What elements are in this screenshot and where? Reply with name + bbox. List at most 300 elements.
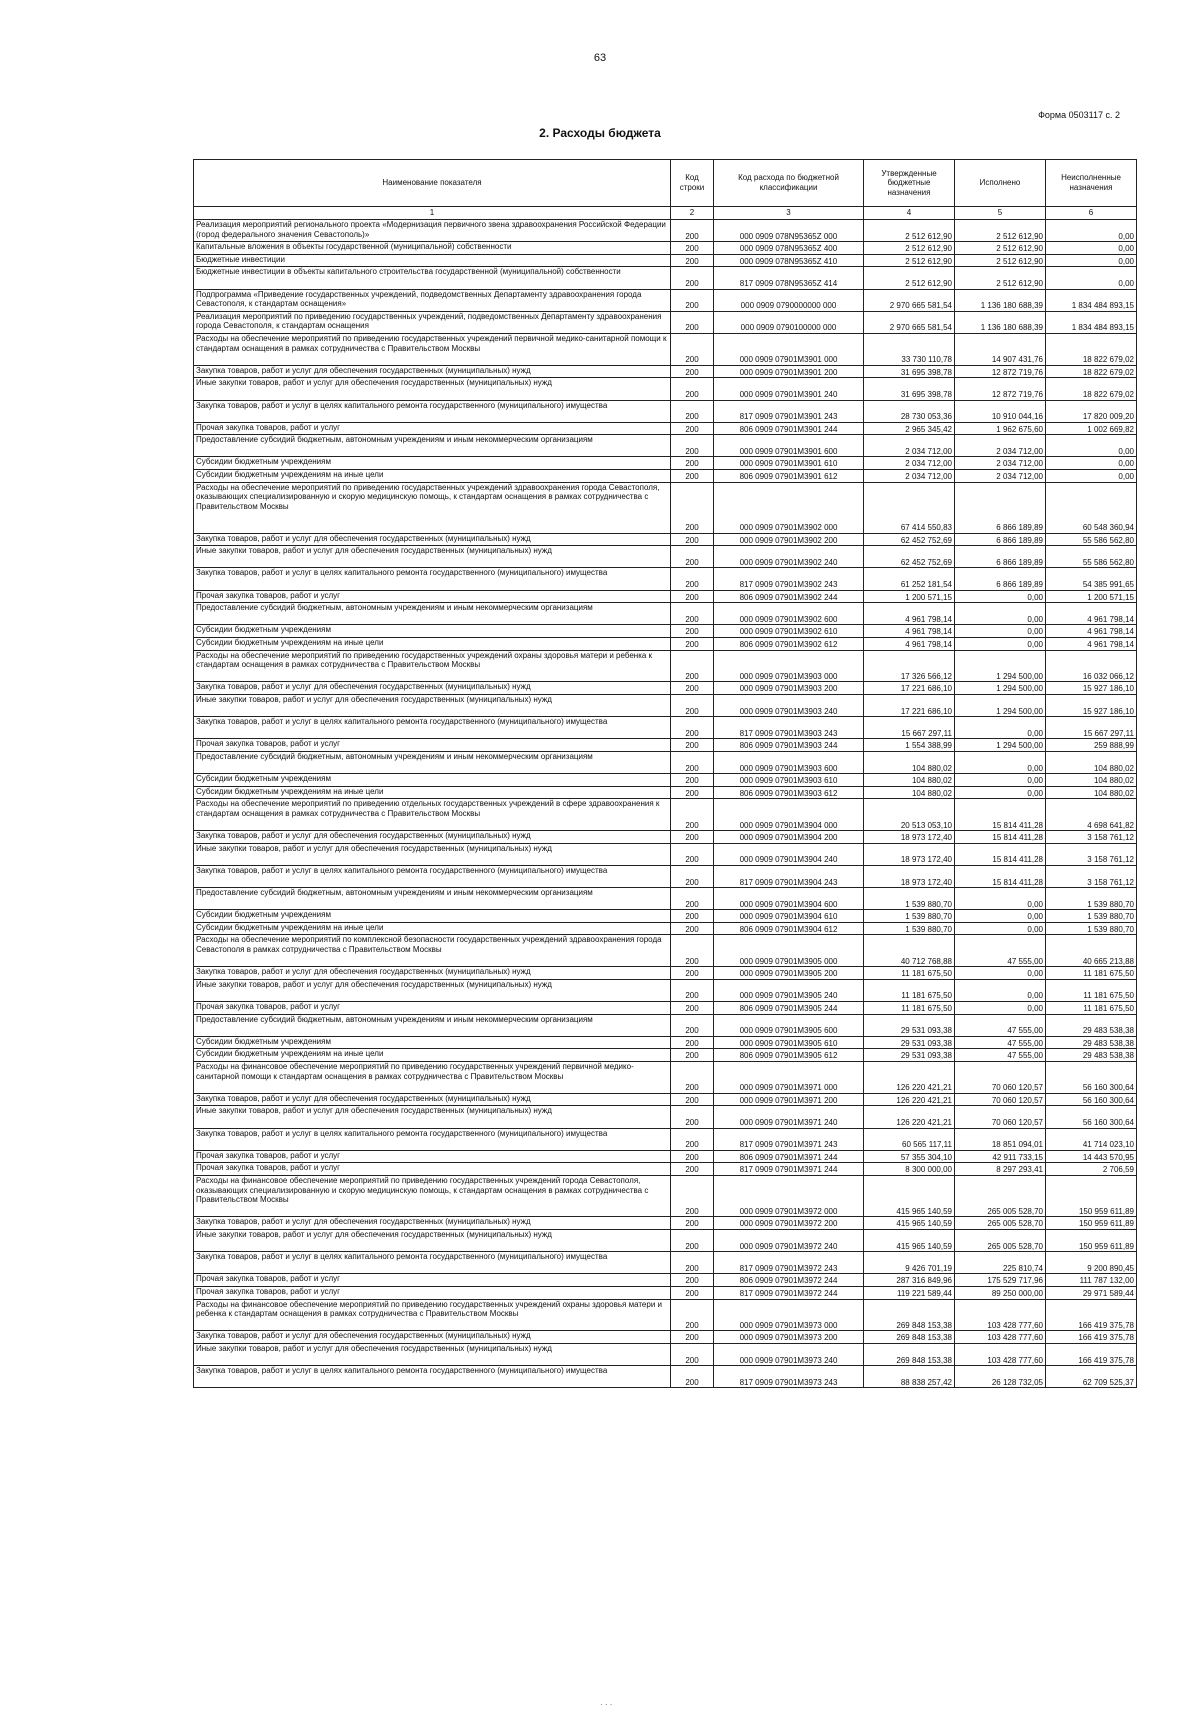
- row-executed: 265 005 528,70: [955, 1217, 1046, 1230]
- row-approved: 88 838 257,42: [864, 1366, 955, 1388]
- row-kbk: 000 0909 07901M3901 200: [714, 365, 864, 378]
- row-executed: 12 872 719,76: [955, 365, 1046, 378]
- row-unexecuted: 56 160 300,64: [1046, 1106, 1137, 1128]
- row-approved: 11 181 675,50: [864, 979, 955, 1001]
- row-executed: 265 005 528,70: [955, 1229, 1046, 1251]
- row-approved: 126 220 421,21: [864, 1093, 955, 1106]
- row-executed: 2 512 612,90: [955, 254, 1046, 267]
- row-unexecuted: 4 698 641,82: [1046, 799, 1137, 831]
- row-kbk: 817 0909 07901M3904 243: [714, 865, 864, 887]
- row-unexecuted: 0,00: [1046, 457, 1137, 470]
- row-code: 200: [671, 603, 714, 625]
- header-approved: Утвержденные бюджетные назначения: [864, 160, 955, 207]
- row-approved: 18 973 172,40: [864, 831, 955, 844]
- row-approved: 17 326 566,12: [864, 650, 955, 682]
- row-unexecuted: 111 787 132,00: [1046, 1274, 1137, 1287]
- row-executed: 47 555,00: [955, 1036, 1046, 1049]
- row-executed: 1 294 500,00: [955, 650, 1046, 682]
- row-code: 200: [671, 1252, 714, 1274]
- table-row: [194, 1014, 1137, 1036]
- row-name: Иные закупки товаров, работ и услуг для обеспечения государственных (муниципальных) нужд: [194, 378, 671, 400]
- row-executed: 103 428 777,60: [955, 1331, 1046, 1344]
- row-code: 200: [671, 365, 714, 378]
- row-name: Иные закупки товаров, работ и услуг для обеспечения государственных (муниципальных) нужд: [194, 695, 671, 717]
- row-executed: 15 814 411,28: [955, 831, 1046, 844]
- row-executed: 2 034 712,00: [955, 457, 1046, 470]
- row-executed: 47 555,00: [955, 935, 1046, 967]
- column-number: 1: [194, 207, 671, 220]
- row-name: Субсидии бюджетным учреждениям на иные цели: [194, 470, 671, 483]
- row-kbk: 000 0909 07901M3901 000: [714, 333, 864, 365]
- row-code: 200: [671, 774, 714, 787]
- row-unexecuted: 16 032 066,12: [1046, 650, 1137, 682]
- row-unexecuted: 166 419 375,78: [1046, 1343, 1137, 1365]
- row-approved: 2 965 345,42: [864, 422, 955, 435]
- table-row: [194, 546, 1137, 568]
- row-name: Предоставление субсидий бюджетным, автономным учреждениям и иным некоммерческим организациям: [194, 751, 671, 773]
- column-number: 6: [1046, 207, 1137, 220]
- column-number-row: [194, 207, 1137, 220]
- row-name: Прочая закупка товаров, работ и услуг: [194, 1274, 671, 1287]
- table-row: [194, 267, 1137, 289]
- table-row: [194, 568, 1137, 590]
- row-approved: 2 970 665 581,54: [864, 289, 955, 311]
- row-unexecuted: 0,00: [1046, 470, 1137, 483]
- table-row: [194, 482, 1137, 533]
- row-approved: 1 200 571,15: [864, 590, 955, 603]
- scan-mark: · · ·: [600, 1700, 613, 1709]
- row-code: 200: [671, 682, 714, 695]
- row-unexecuted: 18 822 679,02: [1046, 365, 1137, 378]
- row-code: 200: [671, 482, 714, 533]
- table-row: [194, 1002, 1137, 1015]
- table-row: [194, 1366, 1137, 1388]
- row-unexecuted: 11 181 675,50: [1046, 979, 1137, 1001]
- row-approved: 8 300 000,00: [864, 1163, 955, 1176]
- row-name: Прочая закупка товаров, работ и услуг: [194, 1163, 671, 1176]
- row-code: 200: [671, 1163, 714, 1176]
- row-approved: 31 695 398,78: [864, 378, 955, 400]
- table-row: [194, 682, 1137, 695]
- row-name: Субсидии бюджетным учреждениям на иные цели: [194, 786, 671, 799]
- row-approved: 126 220 421,21: [864, 1062, 955, 1094]
- row-executed: 70 060 120,57: [955, 1106, 1046, 1128]
- row-unexecuted: 18 822 679,02: [1046, 333, 1137, 365]
- table-row: [194, 333, 1137, 365]
- row-executed: 0,00: [955, 638, 1046, 651]
- row-unexecuted: 104 880,02: [1046, 751, 1137, 773]
- row-name: Закупка товаров, работ и услуг в целях капитального ремонта государственного (муниципального) имущества: [194, 1252, 671, 1274]
- row-kbk: 000 0909 07901M3971 240: [714, 1106, 864, 1128]
- table-row: [194, 590, 1137, 603]
- row-unexecuted: 14 443 570,95: [1046, 1150, 1137, 1163]
- row-executed: 6 866 189,89: [955, 568, 1046, 590]
- row-name: Закупка товаров, работ и услуг для обеспечения государственных (муниципальных) нужд: [194, 1217, 671, 1230]
- row-approved: 62 452 752,69: [864, 546, 955, 568]
- row-executed: 2 512 612,90: [955, 242, 1046, 255]
- row-executed: 2 512 612,90: [955, 220, 1046, 242]
- column-number: 5: [955, 207, 1046, 220]
- table-row: [194, 1331, 1137, 1344]
- row-name: Прочая закупка товаров, работ и услуг: [194, 1286, 671, 1299]
- row-name: Прочая закупка товаров, работ и услуг: [194, 739, 671, 752]
- row-name: Иные закупки товаров, работ и услуг для обеспечения государственных (муниципальных) нужд: [194, 979, 671, 1001]
- row-executed: 6 866 189,89: [955, 533, 1046, 546]
- row-unexecuted: 1 539 880,70: [1046, 910, 1137, 923]
- row-kbk: 817 0909 07901M3972 243: [714, 1252, 864, 1274]
- row-executed: 42 911 733,15: [955, 1150, 1046, 1163]
- row-code: 200: [671, 590, 714, 603]
- row-code: 200: [671, 1286, 714, 1299]
- row-name: Реализация мероприятий по приведению государственных учреждений, подведомственных Департаменту здравоохранения города Севастополя, к стандартам оснащения: [194, 311, 671, 333]
- row-name: Расходы на финансовое обеспечение мероприятий по приведению государственных учреждений города Севастополя, оказывающих специализированную и скорую медицинскую помощь, к стандартам оснащения в рамках сотрудничества с Правительством Москвы: [194, 1175, 671, 1216]
- row-executed: 2 034 712,00: [955, 435, 1046, 457]
- row-kbk: 806 0909 07901M3905 612: [714, 1049, 864, 1062]
- table-row: [194, 1093, 1137, 1106]
- row-name: Реализация мероприятий регионального проекта «Модернизация первичного звена здравоохранения Российской Федерации (город федерального значения Севастополь)»: [194, 220, 671, 242]
- row-name: Закупка товаров, работ и услуг для обеспечения государственных (муниципальных) нужд: [194, 365, 671, 378]
- header-row-code: Код строки: [671, 160, 714, 207]
- row-code: 200: [671, 786, 714, 799]
- row-kbk: 000 0909 07901M3902 600: [714, 603, 864, 625]
- table-row: [194, 1252, 1137, 1274]
- row-name: Закупка товаров, работ и услуг в целях капитального ремонта государственного (муниципального) имущества: [194, 568, 671, 590]
- table-row: [194, 774, 1137, 787]
- row-kbk: 806 0909 07901M3972 244: [714, 1274, 864, 1287]
- row-name: Расходы на финансовое обеспечение мероприятий по приведению государственных учреждений охраны здоровья матери и ребенка к стандартам оснащения в рамках сотрудничества с Правительством Москвы: [194, 1299, 671, 1331]
- row-approved: 20 513 053,10: [864, 799, 955, 831]
- page-number: 63: [593, 52, 607, 64]
- row-code: 200: [671, 1366, 714, 1388]
- row-kbk: 806 0909 07901M3901 244: [714, 422, 864, 435]
- row-kbk: 000 0909 07901M3902 240: [714, 546, 864, 568]
- header-name: Наименование показателя: [194, 160, 671, 207]
- row-approved: 40 712 768,88: [864, 935, 955, 967]
- row-code: 200: [671, 1175, 714, 1216]
- table-row: [194, 650, 1137, 682]
- row-name: Субсидии бюджетным учреждениям: [194, 457, 671, 470]
- table-row: [194, 831, 1137, 844]
- row-unexecuted: 29 483 538,38: [1046, 1036, 1137, 1049]
- row-code: 200: [671, 422, 714, 435]
- row-code: 200: [671, 695, 714, 717]
- row-unexecuted: 55 586 562,80: [1046, 546, 1137, 568]
- row-name: Субсидии бюджетным учреждениям на иные цели: [194, 1049, 671, 1062]
- row-code: 200: [671, 242, 714, 255]
- row-executed: 47 555,00: [955, 1049, 1046, 1062]
- row-executed: 47 555,00: [955, 1014, 1046, 1036]
- row-unexecuted: 150 959 611,89: [1046, 1229, 1137, 1251]
- row-approved: 1 539 880,70: [864, 922, 955, 935]
- table-row: [194, 888, 1137, 910]
- row-name: Закупка товаров, работ и услуг в целях капитального ремонта государственного (муниципального) имущества: [194, 717, 671, 739]
- row-approved: 269 848 153,38: [864, 1331, 955, 1344]
- table-row: [194, 935, 1137, 967]
- row-code: 200: [671, 1128, 714, 1150]
- row-unexecuted: 150 959 611,89: [1046, 1217, 1137, 1230]
- row-kbk: 000 0909 07901M3904 600: [714, 888, 864, 910]
- row-approved: 9 426 701,19: [864, 1252, 955, 1274]
- row-name: Бюджетные инвестиции в объекты капитального строительства государственной (муниципальной) собственности: [194, 267, 671, 289]
- row-name: Закупка товаров, работ и услуг в целях капитального ремонта государственного (муниципального) имущества: [194, 1366, 671, 1388]
- row-executed: 0,00: [955, 910, 1046, 923]
- table-row: [194, 1274, 1137, 1287]
- row-code: 200: [671, 546, 714, 568]
- row-code: 200: [671, 311, 714, 333]
- row-kbk: 000 0909 07901M3903 610: [714, 774, 864, 787]
- row-executed: 2 034 712,00: [955, 470, 1046, 483]
- row-unexecuted: 15 667 297,11: [1046, 717, 1137, 739]
- header-executed: Исполнено: [955, 160, 1046, 207]
- table-row: [194, 1299, 1137, 1331]
- table-row: [194, 400, 1137, 422]
- row-approved: 415 965 140,59: [864, 1217, 955, 1230]
- row-unexecuted: 1 834 484 893,15: [1046, 289, 1137, 311]
- row-code: 200: [671, 717, 714, 739]
- row-kbk: 817 0909 07901M3903 243: [714, 717, 864, 739]
- row-kbk: 000 0909 07901M3901 600: [714, 435, 864, 457]
- row-kbk: 000 0909 07901M3973 240: [714, 1343, 864, 1365]
- row-kbk: 000 0909 0790000000 000: [714, 289, 864, 311]
- row-approved: 287 316 849,96: [864, 1274, 955, 1287]
- table-row: [194, 1229, 1137, 1251]
- row-name: Иные закупки товаров, работ и услуг для обеспечения государственных (муниципальных) нужд: [194, 1343, 671, 1365]
- row-name: Закупка товаров, работ и услуг для обеспечения государственных (муниципальных) нужд: [194, 1093, 671, 1106]
- row-name: Закупка товаров, работ и услуг для обеспечения государственных (муниципальных) нужд: [194, 682, 671, 695]
- row-kbk: 000 0909 078N95365Z 400: [714, 242, 864, 255]
- table-row: [194, 603, 1137, 625]
- row-executed: 1 294 500,00: [955, 739, 1046, 752]
- row-approved: 57 355 304,10: [864, 1150, 955, 1163]
- table-row: [194, 1163, 1137, 1176]
- row-kbk: 000 0909 07901M3902 200: [714, 533, 864, 546]
- row-executed: 70 060 120,57: [955, 1062, 1046, 1094]
- row-code: 200: [671, 751, 714, 773]
- table-row: [194, 365, 1137, 378]
- row-code: 200: [671, 533, 714, 546]
- table-row: [194, 625, 1137, 638]
- row-name: Закупка товаров, работ и услуг в целях капитального ремонта государственного (муниципального) имущества: [194, 1128, 671, 1150]
- row-unexecuted: 60 548 360,94: [1046, 482, 1137, 533]
- row-executed: 2 512 612,90: [955, 267, 1046, 289]
- row-name: Расходы на обеспечение мероприятий по приведению государственных учреждений здравоохранения города Севастополя, оказывающих специализированную и скорую медицинскую помощь, к стандартам оснащения в рамках сотрудничества с Правительством Москвы: [194, 482, 671, 533]
- row-executed: 0,00: [955, 625, 1046, 638]
- row-executed: 26 128 732,05: [955, 1366, 1046, 1388]
- row-unexecuted: 9 200 890,45: [1046, 1252, 1137, 1274]
- table-row: [194, 1217, 1137, 1230]
- row-code: 200: [671, 254, 714, 267]
- row-approved: 67 414 550,83: [864, 482, 955, 533]
- row-name: Иные закупки товаров, работ и услуг для обеспечения государственных (муниципальных) нужд: [194, 843, 671, 865]
- row-name: Иные закупки товаров, работ и услуг для обеспечения государственных (муниципальных) нужд: [194, 1229, 671, 1251]
- row-executed: 0,00: [955, 774, 1046, 787]
- row-unexecuted: 3 158 761,12: [1046, 865, 1137, 887]
- row-unexecuted: 104 880,02: [1046, 786, 1137, 799]
- table-row: [194, 1150, 1137, 1163]
- row-code: 200: [671, 650, 714, 682]
- row-name: Предоставление субсидий бюджетным, автономным учреждениям и иным некоммерческим организациям: [194, 1014, 671, 1036]
- row-executed: 14 907 431,76: [955, 333, 1046, 365]
- row-name: Закупка товаров, работ и услуг для обеспечения государственных (муниципальных) нужд: [194, 831, 671, 844]
- row-kbk: 806 0909 07901M3902 612: [714, 638, 864, 651]
- row-code: 200: [671, 400, 714, 422]
- row-name: Расходы на обеспечение мероприятий по комплексной безопасности государственных учреждений здравоохранения города Севастополя в рамках сотрудничества с Правительством Москвы: [194, 935, 671, 967]
- row-name: Расходы на обеспечение мероприятий по приведению государственных учреждений охраны здоровья матери и ребенка к стандартам оснащения в рамках сотрудничества с Правительством Москвы: [194, 650, 671, 682]
- row-kbk: 000 0909 07901M3904 000: [714, 799, 864, 831]
- row-executed: 12 872 719,76: [955, 378, 1046, 400]
- row-kbk: 000 0909 078N95365Z 410: [714, 254, 864, 267]
- row-executed: 1 294 500,00: [955, 695, 1046, 717]
- table-row: [194, 922, 1137, 935]
- row-name: Закупка товаров, работ и услуг для обеспечения государственных (муниципальных) нужд: [194, 533, 671, 546]
- row-executed: 70 060 120,57: [955, 1093, 1046, 1106]
- row-name: Субсидии бюджетным учреждениям на иные цели: [194, 638, 671, 651]
- row-kbk: 000 0909 078N95365Z 000: [714, 220, 864, 242]
- row-name: Предоставление субсидий бюджетным, автономным учреждениям и иным некоммерческим организациям: [194, 435, 671, 457]
- row-unexecuted: 62 709 525,37: [1046, 1366, 1137, 1388]
- row-code: 200: [671, 1093, 714, 1106]
- row-code: 200: [671, 922, 714, 935]
- row-executed: 0,00: [955, 786, 1046, 799]
- row-approved: 1 539 880,70: [864, 888, 955, 910]
- row-unexecuted: 1 002 669,82: [1046, 422, 1137, 435]
- row-kbk: 806 0909 07901M3902 244: [714, 590, 864, 603]
- row-kbk: 000 0909 07901M3905 240: [714, 979, 864, 1001]
- row-unexecuted: 150 959 611,89: [1046, 1175, 1137, 1216]
- row-unexecuted: 166 419 375,78: [1046, 1331, 1137, 1344]
- row-executed: 0,00: [955, 1002, 1046, 1015]
- row-unexecuted: 4 961 798,14: [1046, 603, 1137, 625]
- row-name: Прочая закупка товаров, работ и услуг: [194, 1150, 671, 1163]
- row-approved: 15 667 297,11: [864, 717, 955, 739]
- row-unexecuted: 259 888,99: [1046, 739, 1137, 752]
- row-unexecuted: 56 160 300,64: [1046, 1093, 1137, 1106]
- row-code: 200: [671, 1002, 714, 1015]
- row-kbk: 000 0909 07901M3971 200: [714, 1093, 864, 1106]
- row-code: 200: [671, 1150, 714, 1163]
- row-kbk: 000 0909 07901M3901 240: [714, 378, 864, 400]
- row-approved: 17 221 686,10: [864, 682, 955, 695]
- row-name: Расходы на обеспечение мероприятий по приведению отдельных государственных учреждений в сфере здравоохранения к стандартам оснащения в рамках сотрудничества с Правительством Москвы: [194, 799, 671, 831]
- row-unexecuted: 15 927 186,10: [1046, 695, 1137, 717]
- row-code: 200: [671, 799, 714, 831]
- row-approved: 104 880,02: [864, 751, 955, 773]
- row-code: 200: [671, 967, 714, 980]
- row-approved: 4 961 798,14: [864, 638, 955, 651]
- row-approved: 33 730 110,78: [864, 333, 955, 365]
- table-row: [194, 220, 1137, 242]
- row-code: 200: [671, 378, 714, 400]
- row-kbk: 817 0909 078N95365Z 414: [714, 267, 864, 289]
- row-approved: 11 181 675,50: [864, 1002, 955, 1015]
- row-code: 200: [671, 457, 714, 470]
- row-code: 200: [671, 1036, 714, 1049]
- row-code: 200: [671, 289, 714, 311]
- row-unexecuted: 41 714 023,10: [1046, 1128, 1137, 1150]
- row-unexecuted: 166 419 375,78: [1046, 1299, 1137, 1331]
- row-kbk: 817 0909 07901M3973 243: [714, 1366, 864, 1388]
- row-approved: 269 848 153,38: [864, 1343, 955, 1365]
- row-kbk: 000 0909 07901M3973 000: [714, 1299, 864, 1331]
- row-executed: 18 851 094,01: [955, 1128, 1046, 1150]
- row-unexecuted: 104 880,02: [1046, 774, 1137, 787]
- row-executed: 0,00: [955, 717, 1046, 739]
- row-approved: 31 695 398,78: [864, 365, 955, 378]
- table-row: [194, 1286, 1137, 1299]
- row-approved: 2 512 612,90: [864, 254, 955, 267]
- row-executed: 1 136 180 688,39: [955, 311, 1046, 333]
- row-unexecuted: 1 834 484 893,15: [1046, 311, 1137, 333]
- row-approved: 104 880,02: [864, 786, 955, 799]
- row-kbk: 817 0909 07901M3901 243: [714, 400, 864, 422]
- row-name: Субсидии бюджетным учреждениям на иные цели: [194, 922, 671, 935]
- row-kbk: 806 0909 07901M3903 612: [714, 786, 864, 799]
- row-name: Расходы на финансовое обеспечение мероприятий по приведению государственных учреждений первичной медико-санитарной помощи к стандартам оснащения в рамках сотрудничества с Правительством Москвы: [194, 1062, 671, 1094]
- row-approved: 2 970 665 581,54: [864, 311, 955, 333]
- row-code: 200: [671, 910, 714, 923]
- row-executed: 6 866 189,89: [955, 482, 1046, 533]
- row-code: 200: [671, 1014, 714, 1036]
- row-code: 200: [671, 435, 714, 457]
- row-unexecuted: 40 665 213,88: [1046, 935, 1137, 967]
- row-approved: 62 452 752,69: [864, 533, 955, 546]
- row-executed: 8 297 293,41: [955, 1163, 1046, 1176]
- row-executed: 1 294 500,00: [955, 682, 1046, 695]
- row-kbk: 000 0909 07901M3902 610: [714, 625, 864, 638]
- table-row: [194, 1036, 1137, 1049]
- row-approved: 415 965 140,59: [864, 1229, 955, 1251]
- row-name: Прочая закупка товаров, работ и услуг: [194, 590, 671, 603]
- row-unexecuted: 55 586 562,80: [1046, 533, 1137, 546]
- row-executed: 0,00: [955, 967, 1046, 980]
- row-kbk: 000 0909 07901M3902 000: [714, 482, 864, 533]
- row-kbk: 806 0909 07901M3904 612: [714, 922, 864, 935]
- row-unexecuted: 56 160 300,64: [1046, 1062, 1137, 1094]
- row-executed: 0,00: [955, 922, 1046, 935]
- row-approved: 11 181 675,50: [864, 967, 955, 980]
- row-approved: 2 034 712,00: [864, 457, 955, 470]
- row-executed: 0,00: [955, 979, 1046, 1001]
- table-row: [194, 786, 1137, 799]
- row-code: 200: [671, 568, 714, 590]
- row-code: 200: [671, 1106, 714, 1128]
- row-executed: 89 250 000,00: [955, 1286, 1046, 1299]
- row-approved: 2 512 612,90: [864, 267, 955, 289]
- row-kbk: 000 0909 07901M3971 000: [714, 1062, 864, 1094]
- page-title: 2. Расходы бюджета: [539, 126, 661, 140]
- row-code: 200: [671, 1343, 714, 1365]
- row-kbk: 000 0909 07901M3903 240: [714, 695, 864, 717]
- row-code: 200: [671, 1217, 714, 1230]
- row-unexecuted: 15 927 186,10: [1046, 682, 1137, 695]
- row-name: Закупка товаров, работ и услуг в целях капитального ремонта государственного (муниципального) имущества: [194, 865, 671, 887]
- row-kbk: 817 0909 07901M3972 244: [714, 1286, 864, 1299]
- row-unexecuted: 2 706,59: [1046, 1163, 1137, 1176]
- row-kbk: 000 0909 07901M3972 240: [714, 1229, 864, 1251]
- column-number: 3: [714, 207, 864, 220]
- row-name: Бюджетные инвестиции: [194, 254, 671, 267]
- column-number: 2: [671, 207, 714, 220]
- row-unexecuted: 4 961 798,14: [1046, 638, 1137, 651]
- row-unexecuted: 1 539 880,70: [1046, 888, 1137, 910]
- row-name: Подпрограмма «Приведение государственных учреждений, подведомственных Департаменту здравоохранения города Севастополя, к стандартам оснащения»: [194, 289, 671, 311]
- row-executed: 0,00: [955, 888, 1046, 910]
- row-kbk: 000 0909 07901M3903 600: [714, 751, 864, 773]
- column-number: 4: [864, 207, 955, 220]
- table-row: [194, 242, 1137, 255]
- row-code: 200: [671, 935, 714, 967]
- row-executed: 15 814 411,28: [955, 865, 1046, 887]
